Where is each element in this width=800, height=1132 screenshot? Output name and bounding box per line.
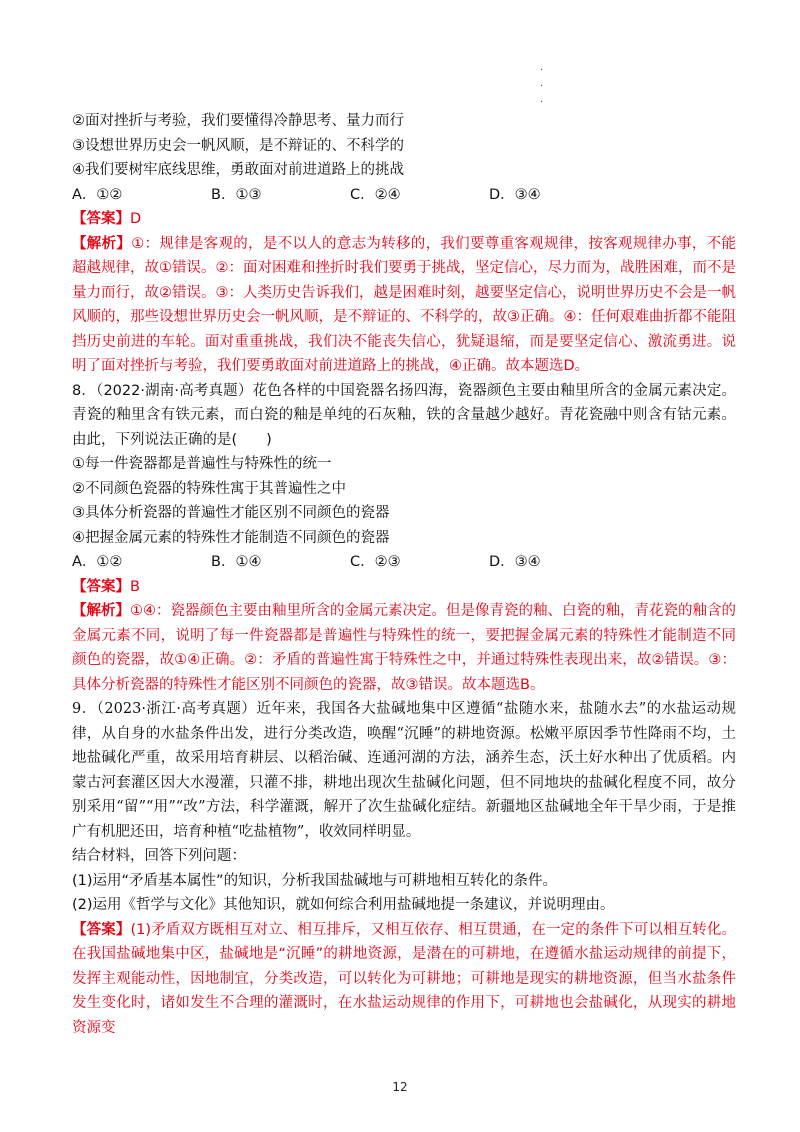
q9-answer (72, 918, 736, 1041)
q8-option-d: D．③④ (489, 554, 541, 570)
q8-option-c: C．②③ (350, 554, 401, 570)
q7-option-a: A．①② (72, 186, 123, 203)
q7-analysis-text: ①：规律是客观的，是不以人的意志为转移的，我们要尊重客观规律，按客观规律办事，不能超越规律，故①错误。②：面对困难和挫折时我们要勇于挑战，坚定信心，尽力而为，战胜困难，而不是量力而行，故②错误。③：人类历史告诉我们，越是困难时刻，越要坚定信心，说明世界历史不会是一帆风顺的，那些设想世界历史会一帆风顺，是不辩证的、不科学的，故③正确。④：任何艰难曲折都不能阻挡历史前进的车轮。面对重重挑战，我们决不能丧失信心，犹疑退缩，而是要坚定信心、激流勇进。说明了面对挫折与考验，我们要勇敢面对前进道路上的挑战，④正确。故本题选D。 (72, 235, 737, 374)
q7-option-b: B．①③ (211, 186, 262, 203)
header-marks: . . . (540, 62, 544, 105)
q9-prompt: 结合材料，回答下列问题： (72, 848, 246, 864)
page-number: 12 (392, 1080, 408, 1094)
q8-analysis (72, 599, 736, 697)
q9-stem: 9．（2023·浙江·高考真题）近年来，我国各大盐碱地集中区遵循“盐随水来，盐随水去”的水盐运动规律，从自身的水盐条件出发，进行分类改造，唤醒“沉睡”的耕地资源。松嫩平原因季节性降雨不均，土地盐碱化严重，故采用培育耕层、以稻治碱、连通河湖的方法，涵养生态，沃土好水种出了优质稻。内蒙古河套灌区因大水漫灌，只灌不排，耕地出现次生盐碱化问题，但不同地块的盐碱化程度不同，故分别采用“留”“用”“改”方法，科学灌溉，解开了次生盐碱化症结。新疆地区盐碱地全年干旱少雨，于是推广有机肥还田，培育种植“吃盐植物”，收效同样明显。 (72, 701, 736, 840)
q8-option-b: B．①④ (211, 554, 262, 570)
q7-option-d: D．③④ (489, 186, 541, 203)
q9-subquestion-1: (1)运用“矛盾基本属性”的知识，分析我国盐碱地与可耕地相互转化的条件。 (72, 872, 558, 889)
q7-options (72, 183, 736, 208)
q9-subquestion-2: (2)运用《哲学与文化》其他知识，就如何综合利用盐碱地提一条建议，并说明理由。 (72, 897, 615, 913)
q8-option-a: A．①② (72, 554, 123, 570)
q8-stem: 8．（2022·湖南·高考真题）花色各样的中国瓷器名扬四海，瓷器颜色主要由釉里所含的金属元素决定。青瓷的釉里含有铁元素，而白瓷的釉是单纯的石灰釉，铁的含量越少越好。青花瓷融中则含有钴元素。由此，下列说法正确的是( ) (72, 382, 736, 448)
q7-analysis-tag: 【解析】 (72, 235, 132, 252)
q7-item-4: ④我们要树牢底线思维，勇敢面对前进道路上的挑战 (72, 162, 404, 178)
q8-analysis-text: ①④：瓷器颜色主要由釉里所含的金属元素决定。但是像青瓷的釉、白瓷的釉，青花瓷的釉含的金属元素不同，说明了每一件瓷器都是普遍性与特殊性的统一，要把握金属元素的特殊性才能制造不同颜色的瓷器，故①④正确。②：矛盾的普遍性寓于特殊性之中，并通过特殊性表现出来，故②错误。③：具体分析瓷器的特殊性才能区别不同颜色的瓷器，故③错误。故本题选B。 (72, 603, 736, 693)
q7-item-2: ②面对挫折与考验，我们要懂得冷静思考、量力而行 (72, 113, 404, 129)
q8-item-1: ①每一件瓷器都是普遍性与特殊性的统一 (72, 456, 332, 472)
q7-answer-value: D (130, 211, 142, 227)
page-content (72, 109, 736, 1040)
q7-option-c: C．②④ (350, 186, 401, 203)
q9-answer-tag: 【答案】 (72, 921, 131, 938)
q8-options (72, 550, 736, 575)
q9-answer-text: (1)矛盾双方既相互对立、相互排斥，又相互依存、相互贯通，在一定的条件下可以相互转化。在我国盐碱地集中区，盐碱地是“沉睡”的耕地资源，是潜在的可耕地，在遵循水盐运动规律的前提下，发挥主观能动性，因地制宜，分类改造，可以转化为可耕地；可耕地是现实的耕地资源，但当水盐条件发生变化时，诸如发生不合理的灌溉时，在水盐运动规律的作用下，可耕地也会盐碱化，从现实的耕地资源变 (72, 921, 736, 1036)
q7-answer (72, 207, 736, 232)
q8-answer-value: B (130, 578, 140, 595)
q7-analysis (72, 232, 736, 379)
q7-answer-tag: 【答案】 (72, 211, 130, 227)
q8-answer-tag: 【答案】 (72, 578, 130, 595)
q8-analysis-tag: 【解析】 (72, 603, 130, 619)
q8-item-4: ④把握金属元素的特殊性才能制造不同颜色的瓷器 (72, 529, 390, 546)
q8-item-2: ②不同颜色瓷器的特殊性寓于其普遍性之中 (72, 480, 346, 497)
q7-item-3: ③设想世界历史会一帆风顺，是不辩证的、不科学的 (72, 137, 404, 154)
q8-item-3: ③具体分析瓷器的普遍性才能区别不同颜色的瓷器 (72, 505, 390, 521)
q8-answer (72, 575, 736, 600)
